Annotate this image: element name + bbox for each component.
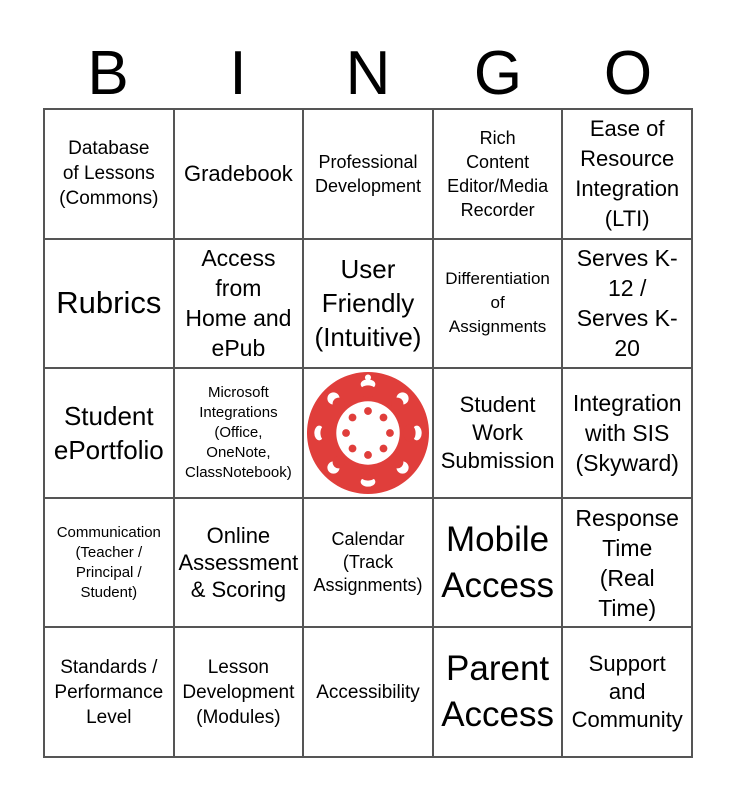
cell-text: Response Time (Real Time) [575, 504, 679, 621]
bingo-cell[interactable] [562, 627, 692, 757]
cell-text: Professional Development [314, 151, 422, 196]
cell-text: Integration with SIS (Skyward) [572, 389, 682, 476]
cell-text: Ease of Resource Integration (LTI) [575, 115, 680, 231]
bingo-cell[interactable] [174, 239, 304, 369]
bingo-cell[interactable] [433, 109, 563, 239]
bingo-cell[interactable] [433, 627, 563, 757]
bingo-grid [43, 108, 693, 758]
bingo-cell[interactable] [562, 368, 692, 498]
cell-text: Rich Content Editor/Media Recorder [447, 127, 549, 220]
bingo-cell[interactable] [433, 498, 563, 628]
cell-text: Accessibility [316, 681, 420, 703]
cell-text: Differentiation of Assignments [445, 269, 550, 337]
bingo-cell[interactable] [303, 498, 433, 628]
cell-text: Lesson Development (Modules) [182, 656, 295, 728]
free-space-cell[interactable] [303, 368, 433, 498]
header-letter-o: O [603, 39, 653, 108]
cell-text: Online Assessment & Scoring [178, 523, 299, 603]
header-letter-b: B [87, 39, 129, 108]
bingo-cell[interactable] [562, 498, 692, 628]
bingo-cell[interactable] [433, 368, 563, 498]
bingo-cell[interactable] [433, 239, 563, 369]
bingo-cell[interactable] [44, 239, 174, 369]
cell-text: User Friendly (Intuitive) [314, 254, 422, 353]
bingo-cell[interactable] [174, 368, 304, 498]
bingo-cell[interactable] [303, 109, 433, 239]
cell-text: Communication (Teacher / Principal / Student) [56, 523, 161, 601]
cell-text: Support and Community [571, 651, 683, 733]
bingo-cell[interactable] [174, 109, 304, 239]
header-letter-n: N [345, 39, 391, 108]
bingo-cell[interactable] [44, 498, 174, 628]
bingo-cell[interactable] [174, 498, 304, 628]
canvas-logo-icon [307, 372, 429, 494]
header-letter-g: G [473, 39, 523, 108]
cell-text: Student ePortfolio [53, 400, 164, 465]
bingo-cell[interactable] [44, 627, 174, 757]
bingo-cell[interactable] [44, 368, 174, 498]
bingo-cell[interactable] [44, 109, 174, 239]
bingo-cell[interactable] [303, 627, 433, 757]
cell-text: Access from Home and ePub [185, 245, 292, 362]
cell-text: Serves K- 12 / Serves K- 20 [576, 245, 678, 362]
cell-text: Standards / Performance Level [54, 656, 164, 728]
cell-text: Microsoft Integrations (Office, OneNote, ClassNotebook) [185, 383, 292, 481]
cell-text: Mobile Access [441, 519, 554, 605]
cell-text: Parent Access [441, 649, 554, 735]
bingo-cell[interactable] [562, 239, 692, 369]
cell-text: Student Work Submission [440, 391, 555, 473]
cell-text: Database of Lessons (Commons) [59, 138, 159, 210]
header-letter-i: I [229, 39, 247, 108]
bingo-cell[interactable] [303, 239, 433, 369]
bingo-header [43, 40, 693, 108]
bingo-cell[interactable] [174, 627, 304, 757]
cell-text: Rubrics [56, 285, 162, 321]
bingo-cell[interactable] [562, 109, 692, 239]
cell-text: Gradebook [183, 161, 293, 187]
cell-text: Calendar (Track Assignments) [313, 529, 423, 596]
